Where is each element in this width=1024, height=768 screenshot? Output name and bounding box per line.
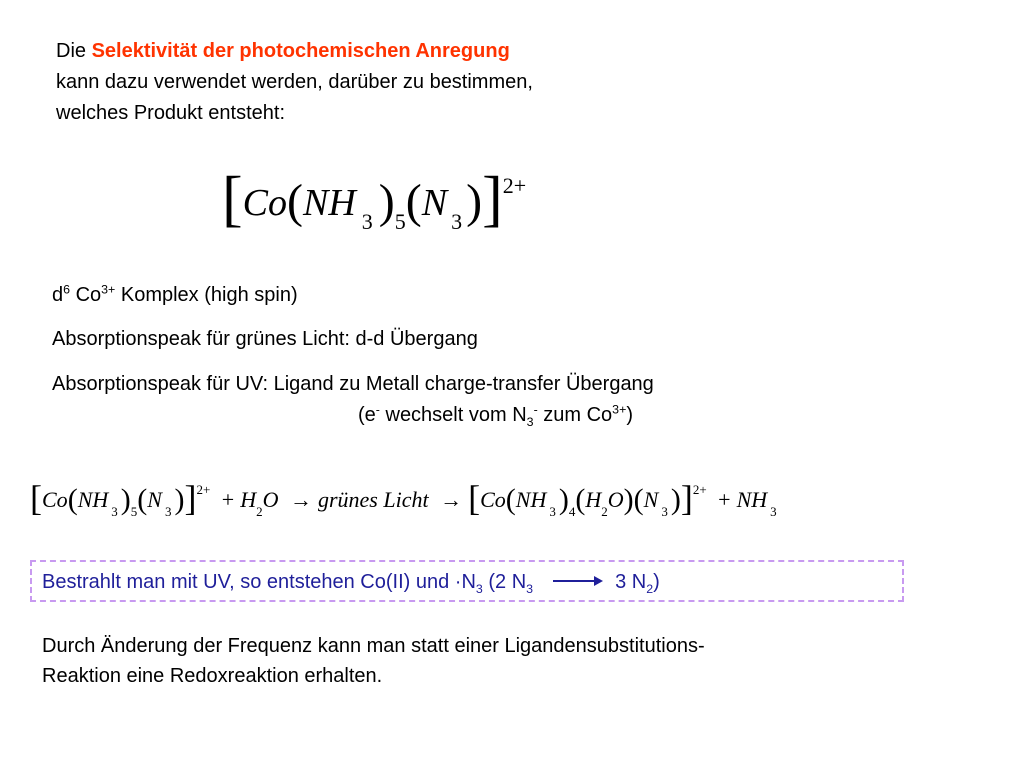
n: N — [147, 487, 162, 512]
bracket-left: [ — [222, 165, 243, 233]
complex-formula — [222, 160, 527, 234]
bracket-left: [ — [30, 478, 42, 518]
nh: NH — [736, 487, 768, 512]
complex-label: Komplex (high spin) — [115, 284, 298, 306]
bracket-right: ] — [482, 165, 503, 233]
intro-line-2: kann dazu verwendet werden, darüber zu bestimmen, — [56, 71, 533, 93]
paren-right: ) — [174, 483, 185, 516]
formula-nh: NH — [303, 182, 356, 224]
bracket-right: ] — [184, 478, 197, 518]
h: H — [240, 487, 257, 512]
text: wechselt vom N — [379, 404, 527, 426]
paren-right: ) — [623, 483, 634, 516]
charge: 2+ — [692, 482, 707, 497]
uv-note-text — [42, 571, 660, 596]
co: Co — [480, 487, 506, 512]
subscript: 4 — [568, 504, 576, 519]
co: Co — [42, 487, 68, 512]
o: O — [607, 487, 624, 512]
reaction-equation — [30, 474, 777, 519]
electron-transfer-line — [358, 402, 633, 429]
text: zum Co — [537, 404, 613, 426]
subscript: 2 — [601, 504, 608, 519]
nh: NH — [77, 487, 109, 512]
formula-co: Co — [242, 182, 288, 224]
paren-left: ( — [287, 175, 303, 228]
superscript: 3+ — [101, 282, 116, 297]
paren-right: ) — [466, 175, 483, 228]
d-label: d — [52, 284, 64, 306]
formula-n: N — [421, 182, 448, 224]
subscript: 3 — [661, 504, 668, 519]
subscript: 2 — [256, 504, 263, 519]
paren-right: ) — [558, 483, 569, 516]
paren-left: ( — [405, 175, 422, 228]
bracket-left: [ — [468, 478, 481, 518]
text: ) — [653, 571, 660, 593]
paren-right: ) — [378, 175, 395, 228]
absorption-uv-line: Absorptionspeak für UV: Ligand zu Metall charge-transfer Übergang — [52, 373, 654, 395]
subscript: 2 — [646, 582, 654, 596]
subscript: 3 — [164, 504, 172, 519]
superscript: - — [533, 402, 538, 417]
intro-line-1 — [56, 41, 510, 61]
subscript: 3 — [111, 504, 118, 519]
h: H — [585, 487, 602, 512]
subscript: 3 — [361, 209, 373, 234]
selectivity-highlight: Selektivität der photochemischen Anregung — [91, 40, 510, 62]
reaction-arrow: → — [289, 487, 312, 512]
subscript: 3 — [475, 582, 483, 596]
subscript: 3 — [526, 582, 534, 596]
text: 3 N — [615, 571, 647, 593]
d6-line — [52, 282, 298, 306]
o: O — [262, 487, 279, 512]
paren-left: ( — [137, 483, 148, 516]
n: N — [643, 487, 659, 512]
paren-left: ( — [67, 483, 78, 516]
green-light-label: grünes Licht — [317, 487, 429, 512]
plus: + — [718, 487, 731, 512]
absorption-green-line: Absorptionspeak für grünes Licht: d-d Übergang — [52, 328, 478, 350]
paren-left: ( — [575, 483, 586, 516]
subscript: 3 — [549, 504, 556, 519]
intro-prefix: Die — [56, 40, 92, 62]
charge-superscript: 2+ — [502, 173, 527, 198]
subscript: 5 — [394, 209, 406, 234]
conclusion-line-1: Durch Änderung der Frequenz kann man statt einer Ligandensubstitutions- — [42, 635, 705, 657]
paren-left: ( — [633, 483, 644, 516]
charge: 2+ — [196, 482, 211, 497]
text: Bestrahlt man mit UV, so entstehen Co(II) und ·N — [42, 571, 476, 593]
e-label: (e — [358, 404, 376, 426]
paren-right: ) — [120, 483, 131, 516]
conclusion-line-2: Reaktion eine Redoxreaktion erhalten. — [42, 665, 383, 687]
paren-right: ) — [670, 483, 681, 516]
co-label: Co — [70, 284, 102, 306]
plus: + — [221, 487, 235, 512]
arrow-icon — [553, 580, 601, 582]
paren-left: ( — [505, 483, 516, 516]
subscript: 5 — [130, 504, 138, 519]
text: (2 N — [482, 571, 527, 593]
reaction-arrow: → — [440, 487, 463, 512]
text: ) — [626, 404, 633, 426]
subscript: 3 — [770, 504, 777, 519]
bracket-right: ] — [680, 478, 693, 518]
subscript: 3 — [451, 209, 463, 234]
nh: NH — [515, 487, 547, 512]
intro-line-3: welches Produkt entsteht: — [56, 102, 286, 124]
superscript: 6 — [63, 282, 71, 297]
superscript: 3+ — [612, 402, 627, 417]
superscript: - — [375, 402, 380, 417]
subscript: 3 — [526, 415, 534, 429]
